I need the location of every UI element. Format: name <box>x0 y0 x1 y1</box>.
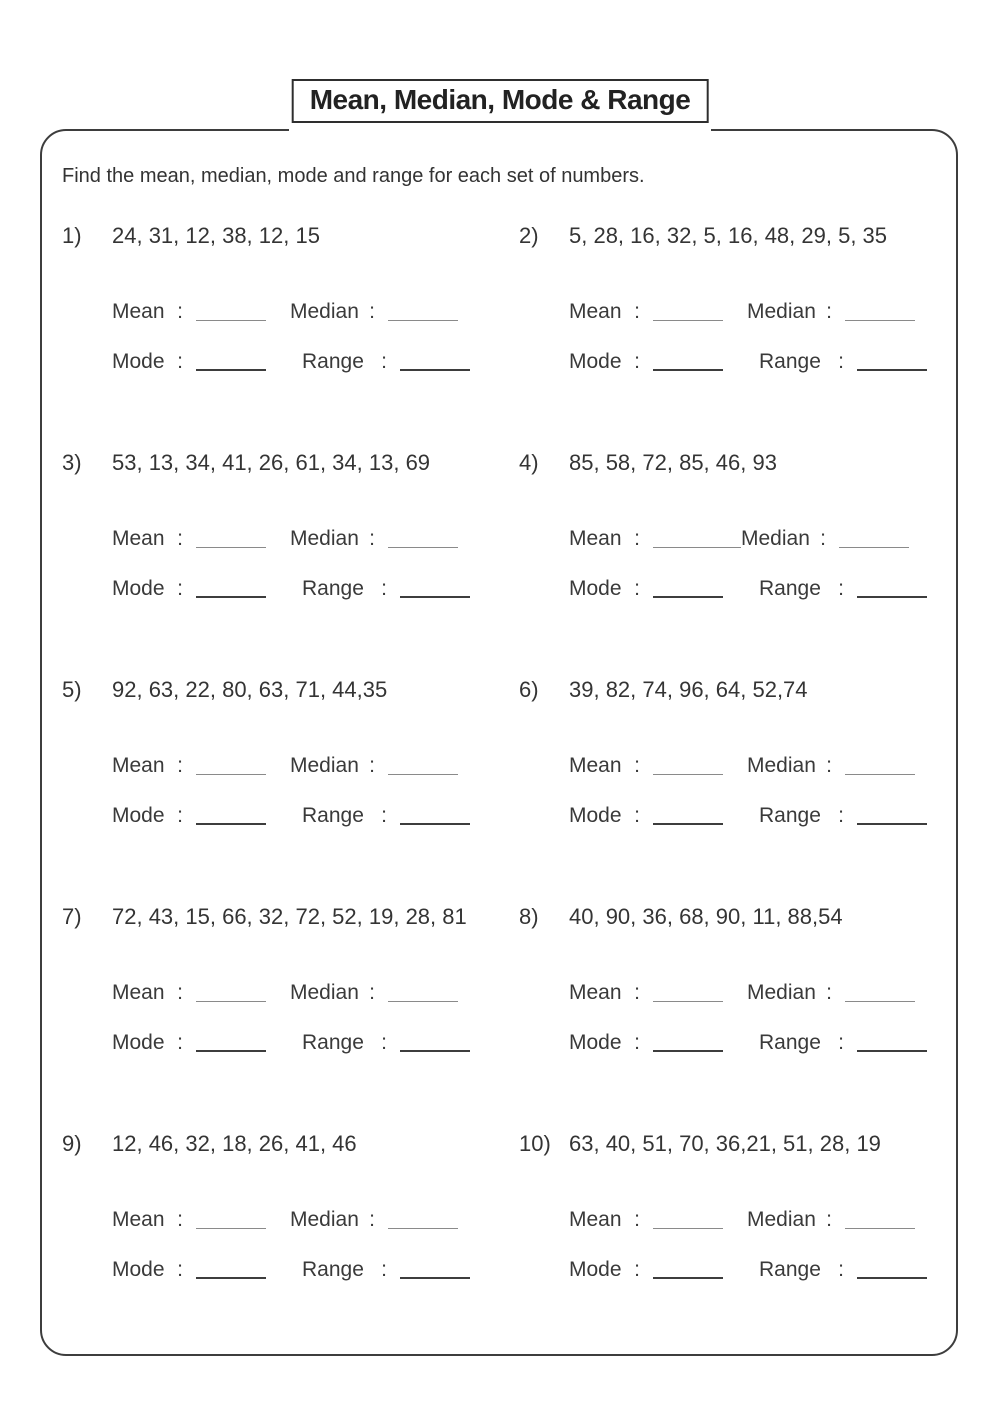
mean-answer-blank[interactable] <box>653 755 723 775</box>
colon: : <box>369 300 375 323</box>
colon: : <box>369 1208 375 1231</box>
colon: : <box>177 577 183 600</box>
median-answer-blank[interactable] <box>388 755 458 775</box>
mode-range-row <box>569 350 936 378</box>
range-answer-blank[interactable] <box>400 1032 470 1052</box>
mean-answer-blank[interactable] <box>196 301 266 321</box>
answers <box>112 1208 479 1286</box>
mean-median-row <box>569 527 936 555</box>
number-set: 40, 90, 36, 68, 90, 11, 88,54 <box>569 904 843 929</box>
problem-head <box>62 222 479 250</box>
range-label: Range <box>759 804 821 827</box>
colon: : <box>369 754 375 777</box>
median-label: Median <box>747 981 816 1004</box>
mode-range-row <box>112 1031 479 1059</box>
colon: : <box>634 350 640 373</box>
colon: : <box>838 350 844 373</box>
problem-8 <box>519 903 936 1130</box>
mode-label: Mode <box>569 350 622 373</box>
range-label: Range <box>759 350 821 373</box>
colon: : <box>826 300 832 323</box>
range-answer-blank[interactable] <box>400 1259 470 1279</box>
number-set: 92, 63, 22, 80, 63, 71, 44,35 <box>112 677 388 702</box>
colon: : <box>634 1031 640 1054</box>
mean-median-row <box>112 1208 479 1236</box>
colon: : <box>177 300 183 323</box>
colon: : <box>369 527 375 550</box>
mean-label: Mean <box>112 527 165 550</box>
mean-median-row <box>569 300 936 328</box>
mode-range-row <box>569 1258 936 1286</box>
range-answer-blank[interactable] <box>857 1032 927 1052</box>
colon: : <box>381 1258 387 1281</box>
colon: : <box>381 577 387 600</box>
mean-label: Mean <box>112 300 165 323</box>
median-answer-blank[interactable] <box>388 982 458 1002</box>
problems-grid <box>62 222 936 1308</box>
problem-number: 4) <box>519 450 539 475</box>
problem-head <box>519 222 936 250</box>
answers <box>569 527 936 605</box>
mode-answer-blank[interactable] <box>653 1259 723 1279</box>
mean-answer-blank[interactable] <box>653 1209 723 1229</box>
colon: : <box>177 527 183 550</box>
mode-range-row <box>569 1031 936 1059</box>
mean-label: Mean <box>569 1208 622 1231</box>
median-answer-blank[interactable] <box>845 301 915 321</box>
colon: : <box>177 804 183 827</box>
mode-label: Mode <box>112 1031 165 1054</box>
range-label: Range <box>759 1258 821 1281</box>
mean-median-row <box>112 527 479 555</box>
range-label: Range <box>302 1258 364 1281</box>
problem-number: 5) <box>62 677 82 702</box>
colon: : <box>177 981 183 1004</box>
mode-label: Mode <box>569 1031 622 1054</box>
mode-answer-blank[interactable] <box>653 1032 723 1052</box>
colon: : <box>634 300 640 323</box>
answers <box>112 300 479 378</box>
mean-label: Mean <box>569 300 622 323</box>
worksheet-body <box>40 129 958 1356</box>
median-label: Median <box>290 981 359 1004</box>
colon: : <box>634 1258 640 1281</box>
colon: : <box>634 527 640 550</box>
problem-number: 10) <box>519 1131 551 1156</box>
mode-answer-blank[interactable] <box>196 1259 266 1279</box>
mean-median-row <box>112 300 479 328</box>
mean-median-row <box>569 1208 936 1236</box>
worksheet-title: Mean, Median, Mode & Range <box>292 79 709 123</box>
range-answer-blank[interactable] <box>857 578 927 598</box>
range-answer-blank[interactable] <box>857 1259 927 1279</box>
mode-answer-blank[interactable] <box>653 351 723 371</box>
mean-answer-blank[interactable] <box>196 755 266 775</box>
answers <box>569 300 936 378</box>
problem-head <box>519 449 936 477</box>
range-label: Range <box>302 350 364 373</box>
number-set: 12, 46, 32, 18, 26, 41, 46 <box>112 1131 357 1156</box>
mode-range-row <box>569 804 936 832</box>
mode-answer-blank[interactable] <box>653 805 723 825</box>
mean-median-row <box>569 981 936 1009</box>
problem-head <box>62 449 479 477</box>
problem-head <box>62 903 479 931</box>
mode-range-row <box>112 350 479 378</box>
answers <box>569 754 936 832</box>
mean-answer-blank[interactable] <box>653 528 741 548</box>
mean-label: Mean <box>112 1208 165 1231</box>
median-label: Median <box>747 754 816 777</box>
colon: : <box>634 981 640 1004</box>
median-answer-blank[interactable] <box>845 982 915 1002</box>
mode-label: Mode <box>112 1258 165 1281</box>
problem-number: 6) <box>519 677 539 702</box>
mean-answer-blank[interactable] <box>196 1209 266 1229</box>
problem-4 <box>519 449 936 676</box>
mode-range-row <box>112 577 479 605</box>
colon: : <box>634 754 640 777</box>
colon: : <box>177 350 183 373</box>
problem-3 <box>62 449 479 676</box>
range-answer-blank[interactable] <box>857 351 927 371</box>
median-answer-blank[interactable] <box>839 528 909 548</box>
median-answer-blank[interactable] <box>845 1209 915 1229</box>
problem-head <box>519 676 936 704</box>
median-answer-blank[interactable] <box>388 301 458 321</box>
colon: : <box>826 981 832 1004</box>
mode-answer-blank[interactable] <box>196 1032 266 1052</box>
mean-median-row <box>569 754 936 782</box>
colon: : <box>177 1031 183 1054</box>
colon: : <box>381 804 387 827</box>
median-answer-blank[interactable] <box>845 755 915 775</box>
mode-label: Mode <box>569 804 622 827</box>
range-answer-blank[interactable] <box>857 805 927 825</box>
number-set: 63, 40, 51, 70, 36,21, 51, 28, 19 <box>569 1131 881 1156</box>
median-label: Median <box>290 754 359 777</box>
mode-label: Mode <box>112 577 165 600</box>
colon: : <box>381 1031 387 1054</box>
problem-6 <box>519 676 936 903</box>
median-label: Median <box>741 527 810 550</box>
problem-head <box>62 676 479 704</box>
median-label: Median <box>290 527 359 550</box>
colon: : <box>838 1031 844 1054</box>
answers <box>112 981 479 1059</box>
mean-label: Mean <box>112 981 165 1004</box>
answers <box>112 754 479 832</box>
mode-label: Mode <box>112 350 165 373</box>
range-answer-blank[interactable] <box>400 805 470 825</box>
number-set: 5, 28, 16, 32, 5, 16, 48, 29, 5, 35 <box>569 223 888 248</box>
mode-answer-blank[interactable] <box>196 351 266 371</box>
problem-1 <box>62 222 479 449</box>
range-answer-blank[interactable] <box>400 578 470 598</box>
mean-answer-blank[interactable] <box>653 982 723 1002</box>
mode-answer-blank[interactable] <box>196 805 266 825</box>
colon: : <box>634 577 640 600</box>
mode-label: Mode <box>569 1258 622 1281</box>
number-set: 24, 31, 12, 38, 12, 15 <box>112 223 320 248</box>
colon: : <box>177 754 183 777</box>
median-answer-blank[interactable] <box>388 528 458 548</box>
problem-10 <box>519 1130 936 1308</box>
problem-head <box>62 1130 479 1158</box>
problem-2 <box>519 222 936 449</box>
mean-label: Mean <box>112 754 165 777</box>
range-answer-blank[interactable] <box>400 351 470 371</box>
problem-9 <box>62 1130 479 1308</box>
mean-label: Mean <box>569 981 622 1004</box>
mean-median-row <box>112 981 479 1009</box>
mean-median-row <box>112 754 479 782</box>
colon: : <box>177 1208 183 1231</box>
range-label: Range <box>302 804 364 827</box>
problem-5 <box>62 676 479 903</box>
answers <box>569 1208 936 1286</box>
mean-answer-blank[interactable] <box>196 982 266 1002</box>
mean-label: Mean <box>569 754 622 777</box>
problem-number: 3) <box>62 450 82 475</box>
colon: : <box>369 981 375 1004</box>
mode-label: Mode <box>569 577 622 600</box>
colon: : <box>826 1208 832 1231</box>
range-label: Range <box>759 1031 821 1054</box>
number-set: 53, 13, 34, 41, 26, 61, 34, 13, 69 <box>112 450 431 475</box>
number-set: 39, 82, 74, 96, 64, 52,74 <box>569 677 808 702</box>
median-answer-blank[interactable] <box>388 1209 458 1229</box>
problem-head <box>519 1130 936 1158</box>
mode-range-row <box>112 804 479 832</box>
problem-number: 1) <box>62 223 82 248</box>
answers <box>112 527 479 605</box>
mean-answer-blank[interactable] <box>196 528 266 548</box>
colon: : <box>177 1258 183 1281</box>
mode-range-row <box>112 1258 479 1286</box>
median-label: Median <box>290 1208 359 1231</box>
colon: : <box>838 804 844 827</box>
number-set: 85, 58, 72, 85, 46, 93 <box>569 450 777 475</box>
range-label: Range <box>302 577 364 600</box>
colon: : <box>838 1258 844 1281</box>
colon: : <box>826 754 832 777</box>
colon: : <box>381 350 387 373</box>
mode-label: Mode <box>112 804 165 827</box>
mode-answer-blank[interactable] <box>196 578 266 598</box>
mode-answer-blank[interactable] <box>653 578 723 598</box>
problem-head <box>519 903 936 931</box>
problem-number: 9) <box>62 1131 82 1156</box>
number-set: 72, 43, 15, 66, 32, 72, 52, 19, 28, 81 <box>112 904 467 929</box>
mean-answer-blank[interactable] <box>653 301 723 321</box>
median-label: Median <box>747 300 816 323</box>
instruction-text: Find the mean, median, mode and range for each set of numbers. <box>62 165 645 187</box>
answers <box>569 981 936 1059</box>
problem-number: 2) <box>519 223 539 248</box>
mode-range-row <box>569 577 936 605</box>
median-label: Median <box>747 1208 816 1231</box>
problem-number: 7) <box>62 904 82 929</box>
mean-label: Mean <box>569 527 622 550</box>
median-label: Median <box>290 300 359 323</box>
colon: : <box>634 1208 640 1231</box>
problem-7 <box>62 903 479 1130</box>
range-label: Range <box>302 1031 364 1054</box>
range-label: Range <box>759 577 821 600</box>
colon: : <box>634 804 640 827</box>
problem-number: 8) <box>519 904 539 929</box>
colon: : <box>838 577 844 600</box>
colon: : <box>820 527 826 550</box>
